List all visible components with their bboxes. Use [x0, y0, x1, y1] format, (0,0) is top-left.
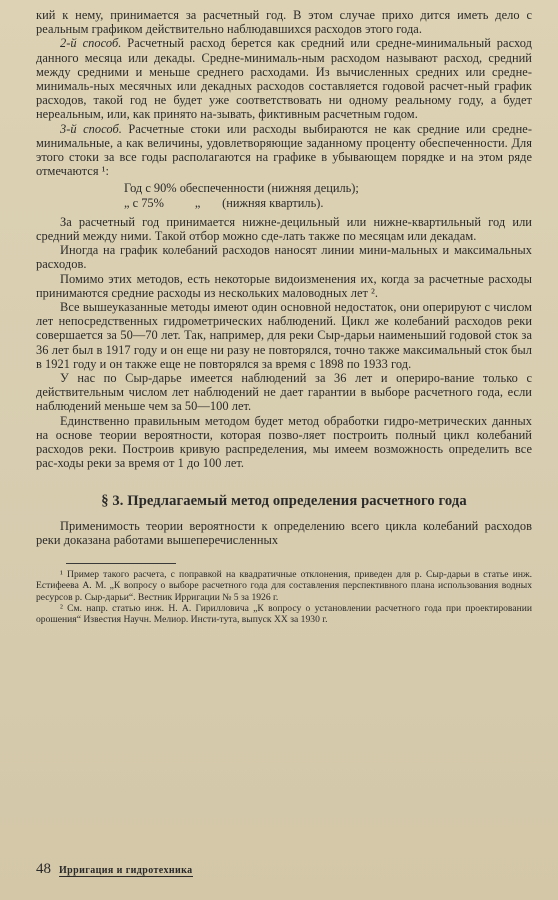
paragraph-min-max-lines: Иногда на график колебаний расходов наносят линии мини-мальных и максимальных расходов. — [36, 243, 532, 272]
formula-line-decile: Год с 90% обеспеченности (нижняя дециль); — [124, 181, 359, 196]
footnote-1: ¹ Пример такого расчета, с поправкой на квадратичные отклонения, приведен для р. Сыр-дарьи в статье инж. Естифеева А. М. „К вопросу о выборе расчетного года для составления перспективного плана использования водных ресурсов р. Сыр-дарьи“. Вестник Ирригации № 5 за 1926 г. — [36, 568, 532, 603]
footnotes — [36, 569, 532, 625]
paragraph-probability-method: Единственно правильным методом будет метод обработки гидро-метрических данных на основе теории вероятности, которая позво-ляет построить полный цикл колебаний расходов реки. Построив кривую распределения, мы имеем возможность определить все рас-ходы реки за время от 1 до 100 лет. — [36, 413, 532, 471]
method-2-text: Расчетный расход берется как средний или средне-минимальный расход данного месяца или декады. Средне-минималь-ным расходом называют расход, средний между средними и меньше среднего расходами. Из вычисленных средних или средне-минималь-ных месячных или декадных расходов составляется годовой расчет-ный график расходов, такой год не будет уже соответствовать ни одному реальному году, а будет нереальным, или, как принято на-зывать, фиктивным расчетным годом. — [36, 36, 532, 122]
method-3-text: Расчетные стоки или расходы выбираются не как средние или средне-минимальные, а как величины, удовлетворяющие заданному проценту обеспеченности. Для этого стоки за все годы располагаются на графике в убывающем порядке и на этом ряде отмечаются ¹: — [36, 121, 533, 179]
footnote-2: ² См. напр. статью инж. Н. А. Гирилловича „К вопросу о установлении расчетного года при проектировании орошения“ Известия Научн. Мелиор. Инсти-тута, выпуск XX за 1930 г. — [36, 602, 532, 626]
paragraph-continuation: кий к нему, принимается за расчетный год. В этом случае прихо дится иметь дело с реальным графиком действительно наблюдавшихся расходов этого года. — [36, 8, 532, 37]
page-number: 48 — [36, 861, 51, 877]
paragraph-shortcoming: Все вышеуказанные методы имеют один основной недостаток, они оперируют с числом лет непосредственных гидрометрических наблюдений. Цикл же колебаний расходов реки совершается за 50—70 лет. Так, например, для реки Сыр-дарьи наименьший годовой сток за 36 лет был в 1917 году и он еще ни разу не повторялся, точно также максимальный сток был в 1921 году и он также еще не повторялся за время с 1898 по 1933 год. — [36, 300, 532, 371]
running-title: Ирригация и гидротехника — [59, 865, 193, 876]
paragraph-syr-darya: У нас по Сыр-дарье имеется наблюдений за 36 лет и опериро-вание только с действительным числом лет наблюдений не дает гарантии в выборе расчетного года, если наблюдений меньше чем за 50—100 лет. — [36, 371, 532, 414]
page-footer — [36, 861, 193, 878]
paragraph-method-3 — [36, 122, 532, 179]
footnote-divider — [66, 563, 176, 564]
formula-line-quartile: „ с 75% „ (нижняя квартиль). — [124, 195, 324, 210]
paragraph-selection: За расчетный год принимается нижне-децильный или нижне-квартильный год или средний между ними. Такой отбор можно сде-лать также по месяцам или декадам. — [36, 214, 532, 244]
paragraph-modifications: Помимо этих методов, есть некоторые видоизменения их, когда за расчетные расходы принимаются средние расходы из нескольких маловодных лет ². — [36, 271, 532, 300]
paragraph-method-2 — [36, 36, 532, 121]
method-2-lead: 2-й способ. — [60, 36, 122, 51]
method-3-lead: 3-й способ. — [60, 121, 122, 136]
section-title: § 3. Предлагаемый метод определения расчетного года — [101, 492, 467, 509]
paragraph-section-3: Применимость теории вероятности к определению всего цикла колебаний расходов реки доказана работами вышеперечисленных — [36, 518, 532, 547]
formula-block — [124, 181, 532, 209]
